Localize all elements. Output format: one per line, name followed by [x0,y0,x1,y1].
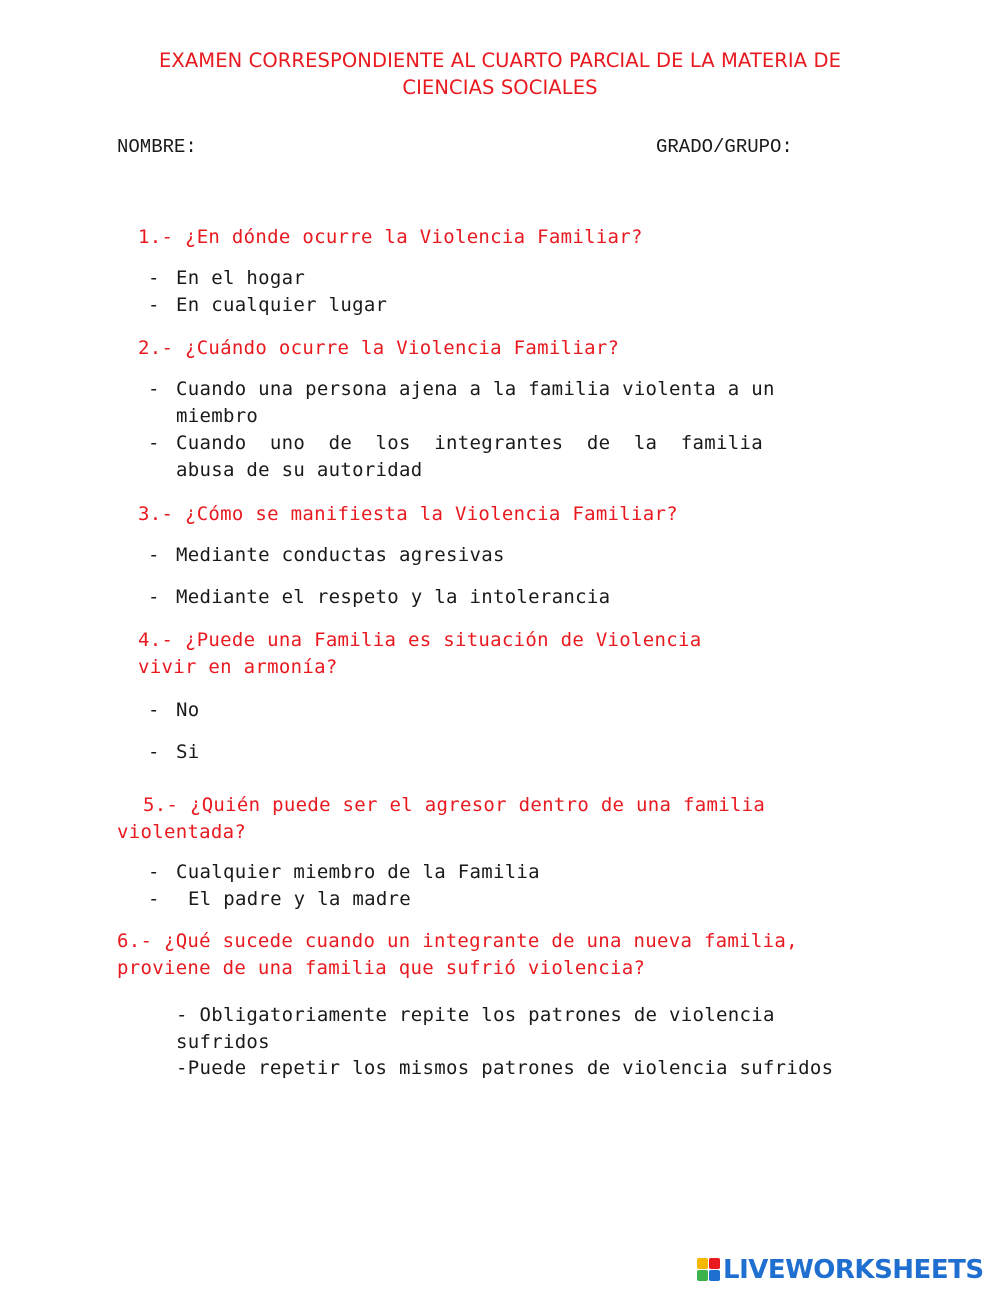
option-text: Mediante conductas agresivas [176,544,505,566]
grado-grupo-label: GRADO/GRUPO: [656,136,793,158]
option-text: El padre y la madre [188,888,412,910]
option-text: Cualquier miembro de la Familia [176,861,540,883]
option-text: No [176,699,200,721]
exam-title [0,47,1000,101]
option-text-continued: sufridos [176,1031,270,1053]
question-text-continued: vivir en armonía? [138,656,338,678]
question-3 [138,501,678,528]
question-1 [138,224,643,251]
option-text: - Obligatoriamente repite los patrones de violencia [176,1004,775,1026]
option [176,1002,775,1056]
question-text: 3.- ¿Cómo se manifiesta la Violencia Familiar? [138,503,678,525]
liveworksheets-logo-icon [697,1258,721,1282]
question-text: 4.- ¿Puede una Familia es situación de Violencia [138,629,702,651]
question-2 [138,335,619,362]
option-text: En cualquier lugar [176,294,388,316]
question-text: 1.- ¿En dónde ocurre la Violencia Familiar? [138,226,643,248]
option-text: Cuando uno de los integrantes de la familia [176,432,763,454]
exam-title-line-2: CIENCIAS SOCIALES [402,76,598,99]
option-text: En el hogar [176,267,306,289]
option-text-continued: miembro [176,405,259,427]
question-text: 5.- ¿Quién puede ser el agresor dentro de una familia [143,794,766,816]
liveworksheets-logo-text: LIVEWORKSHEETS [723,1255,984,1285]
option-text: Si [176,741,200,763]
option [176,1055,833,1082]
question-text: 2.- ¿Cuándo ocurre la Violencia Familiar? [138,337,620,359]
option-text: Cuando una persona ajena a la familia violenta a un [176,378,775,400]
exam-title-line-1: EXAMEN CORRESPONDIENTE AL CUARTO PARCIAL DE LA MATERIA DE [158,49,842,72]
nombre-label: NOMBRE: [117,136,197,158]
question-text: 6.- ¿Qué sucede cuando un integrante de una nueva familia, [117,930,798,952]
question-text-continued: violentada? [117,821,247,843]
option-text-continued: abusa de su autoridad [176,459,423,481]
question-6 [117,928,798,982]
question-text-continued: proviene de una familia que sufrió violencia? [117,957,646,979]
question-4 [138,627,701,681]
question-5 [117,792,765,846]
liveworksheets-logo [697,1254,997,1286]
option-text: Mediante el respeto y la intolerancia [176,586,611,608]
option-text: -Puede repetir los mismos patrones de violencia sufridos [176,1057,834,1079]
